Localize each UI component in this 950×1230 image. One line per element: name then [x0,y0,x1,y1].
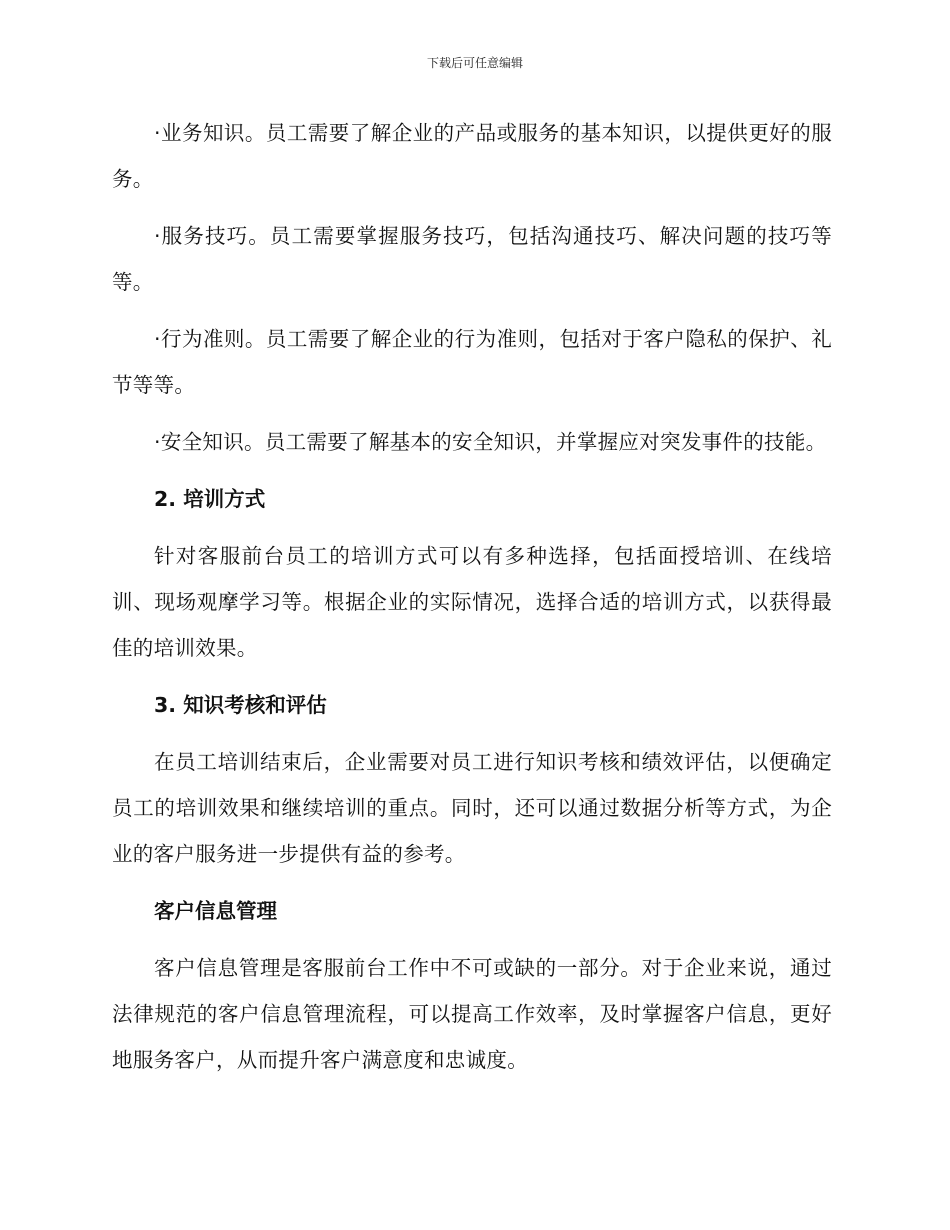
bullet-safety-knowledge: ·安全知识。员工需要了解基本的安全知识，并掌握应对突发事件的技能。 [154,430,827,454]
bullet-business-knowledge: ·业务知识。员工需要了解企业的产品或服务的基本知识，以提供更好的服务。 [112,121,832,191]
document-body [112,110,832,1094]
paragraph-customer-info: 客户信息管理是客服前台工作中不可或缺的一部分。对于企业来说，通过法律规范的客户信息管理流程，可以提高工作效率，及时掌握客户信息，更好地服务客户，从而提升客户满意度和忠诚度。 [112,956,832,1072]
bullet-code-of-conduct: ·行为准则。员工需要了解企业的行为准则，包括对于客户隐私的保护、礼节等等。 [112,327,832,397]
paragraph-assessment: 在员工培训结束后，企业需要对员工进行知识考核和绩效评估，以便确定员工的培训效果和继续培训的重点。同时，还可以通过数据分析等方式，为企业的客户服务进一步提供有益的参考。 [112,750,832,866]
page-header-note: 下载后可任意编辑 [426,56,523,70]
paragraph-training-methods: 针对客服前台员工的培训方式可以有多种选择，包括面授培训、在线培训、现场观摩学习等。根据企业的实际情况，选择合适的培训方式，以获得最佳的培训效果。 [112,544,832,660]
heading-training-methods: 2. 培训方式 [154,487,266,511]
heading-customer-info: 客户信息管理 [154,899,277,923]
bullet-service-skills: ·服务技巧。员工需要掌握服务技巧，包括沟通技巧、解决问题的技巧等等。 [112,224,832,294]
heading-assessment: 3. 知识考核和评估 [154,693,327,717]
